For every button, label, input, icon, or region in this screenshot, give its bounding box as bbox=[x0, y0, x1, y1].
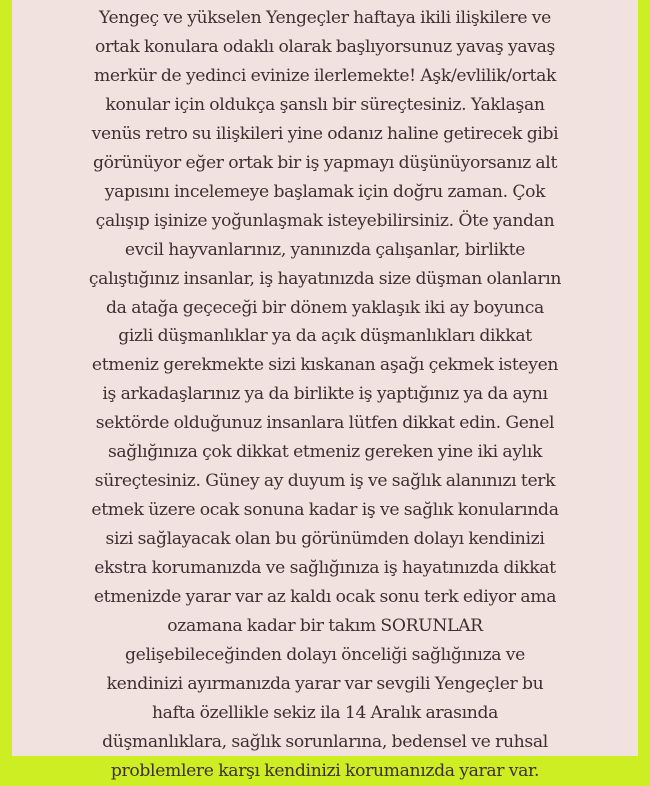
text-line: merkür de yedinci evinize ilerlemekte! Aşk/evlilik/ortak bbox=[93, 65, 557, 86]
text-line: konular için oldukça şanslı bir süreçtesiniz. Yaklaşan bbox=[105, 94, 545, 115]
text-line: çalıştığınız insanlar, iş hayatınızda size düşman olanların bbox=[88, 268, 562, 289]
text-line: görünüyor eğer ortak bir iş yapmayı düşünüyorsanız alt bbox=[92, 152, 558, 173]
text-line: etmeniz gerekmekte sizi kıskanan aşağı çekmek isteyen bbox=[91, 355, 559, 376]
text-line: problemlere karşı kendinizi korumanızda yarar var. bbox=[110, 760, 540, 781]
text-line: süreçtesiniz. Güney ay duyum iş ve sağlık alanınızı terk bbox=[94, 471, 556, 492]
text-line: sektörde olduğunuz insanlara lütfen dikkat edin. Genel bbox=[95, 413, 555, 434]
text-line: yapısını incelemeye başlamak için doğru zaman. Çok bbox=[104, 181, 546, 202]
text-line: etmek üzere ocak sonuna kadar iş ve sağlık konularında bbox=[91, 500, 559, 521]
text-line: gelişebileceğinden dolayı önceliği sağlığınıza ve bbox=[125, 644, 525, 665]
text-line: hafta özellikle sekiz ila 14 Aralık arasında bbox=[151, 702, 499, 723]
text-line: etmenizde yarar var az kaldı ocak sonu terk ediyor ama bbox=[93, 587, 557, 608]
text-line: evcil hayvanlarınız, yanınızda çalışanlar, birlikte bbox=[124, 239, 526, 260]
horoscope-card bbox=[12, 0, 638, 781]
text-line: kendinizi ayırmanızda yarar var sevgili Yengeçler bu bbox=[106, 673, 544, 694]
text-line: da atağa geçeceği bir dönem yaklaşık iki ay boyunca bbox=[106, 297, 544, 318]
text-line: iş arkadaşlarınız ya da birlikte iş yaptığınız ya da aynı bbox=[102, 384, 548, 405]
text-line: Yengeç ve yükselen Yengeçler haftaya ikili ilişkilere ve bbox=[99, 8, 551, 28]
text-line: ortak konulara odaklı olarak başlıyorsunuz yavaş yavaş bbox=[95, 36, 555, 57]
text-line: gizli düşmanlıklar ya da açık düşmanlıkları dikkat bbox=[118, 326, 532, 347]
text-line: ozamana kadar bir takım SORUNLAR bbox=[167, 616, 483, 637]
text-line: düşmanlıklara, sağlık sorunlarına, bedensel ve ruhsal bbox=[102, 731, 548, 752]
text-line: sağlığınıza çok dikkat etmeniz gereken yine iki aylık bbox=[107, 442, 543, 463]
horoscope-text bbox=[18, 4, 632, 786]
text-line: ekstra korumanızda ve sağlığınıza iş hayatınızda dikkat bbox=[94, 558, 556, 579]
text-line: çalışıp işinize yoğunlaşmak isteyebilirsiniz. Öte yandan bbox=[95, 210, 555, 231]
text-line: venüs retro su ilişkileri yine odanız haline getirecek gibi bbox=[91, 123, 559, 144]
text-line: sizi sağlayacak olan bu görünümden dolayı kendinizi bbox=[105, 529, 545, 550]
